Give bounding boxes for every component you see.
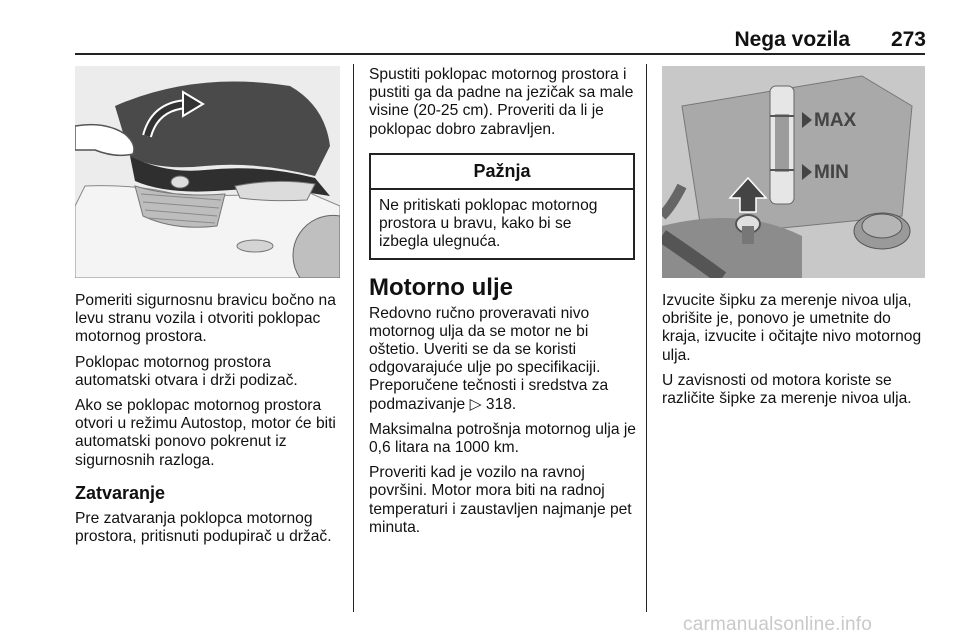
page-number: 273 bbox=[890, 28, 926, 51]
watermark-text: carmanualsonline.info bbox=[683, 614, 873, 635]
oil-check-text: Redovno ručno proveravati nivo motornog ulja da se motor ne bi oštetio. Uveriti se da se koristi odgovarajuće ulje po specifikaciji. Preporučene tečnosti i sredstva za podmazivanje ▷ 318. bbox=[369, 304, 609, 413]
dipstick-variants-text: U zavisnosti od motora koriste se različite šipke za merenje nivoa ulja. bbox=[662, 371, 912, 408]
notice-text: Ne pritiskati poklopac motornog prostora u bravu, kako bi se izbegla ulegnuća. bbox=[379, 197, 598, 251]
dipstick-min-label: MIN bbox=[814, 162, 849, 183]
header-rule bbox=[75, 53, 925, 55]
column-1 bbox=[75, 292, 343, 553]
dipstick-illustration bbox=[662, 66, 925, 278]
notice-title: Pažnja bbox=[371, 155, 633, 190]
column-divider-left bbox=[353, 64, 354, 612]
page-ref-icon: ▷ bbox=[469, 395, 482, 413]
dipstick-max-label: MAX bbox=[814, 110, 857, 131]
closing-subheading: Zatvaranje bbox=[75, 482, 166, 503]
engine-bay-drawing bbox=[662, 66, 925, 278]
oil-consumption-text: Maksimalna potrošnja motornog ulja je 0,6 litara na 1000 km. bbox=[369, 420, 636, 457]
page-ref-link[interactable]: 318. bbox=[481, 395, 517, 413]
column-3 bbox=[662, 292, 930, 415]
section-heading-engine-oil: Motorno ulje bbox=[369, 273, 513, 301]
closing-text: Pre zatvaranja poklopca motornog prostora, pritisnuti podupirač u držač. bbox=[75, 510, 332, 546]
dipstick-instructions-text: Izvucite šipku za merenje nivoa ulja, obrišite je, ponovo je umetnite do kraja, izvucite i očitajte nivo motornog ulja. bbox=[662, 292, 922, 364]
hood-open-text: Pomeriti sigurnosnu bravicu bočno na levu stranu vozila i otvoriti poklopac motornog prostora. bbox=[75, 292, 336, 346]
notice-box bbox=[369, 153, 635, 260]
hood-close-text: Spustiti poklopac motornog prostora i pustiti ga da padne na jezičak sa male visine (20-25 cm). Proveriti da li je poklopac dobro zabravljen. bbox=[369, 66, 634, 138]
car-front-hood-drawing bbox=[75, 66, 340, 278]
column-divider-right bbox=[646, 64, 647, 612]
check-conditions-text: Proveriti kad je vozilo na ravnoj površini. Motor mora biti na radnoj temperaturi i zaustavljen najmanje pet minuta. bbox=[369, 464, 632, 536]
hood-release-illustration bbox=[75, 66, 340, 278]
column-2 bbox=[369, 66, 637, 544]
hood-lift-text: Poklopac motornog prostora automatski otvara i drži podizač. bbox=[75, 353, 298, 389]
page-header-title: Nega vozila bbox=[734, 28, 850, 51]
autostop-text: Ako se poklopac motornog prostora otvori u režimu Autostop, motor će biti automatski ponovo pokrenut iz sigurnosnih razloga. bbox=[75, 397, 336, 469]
